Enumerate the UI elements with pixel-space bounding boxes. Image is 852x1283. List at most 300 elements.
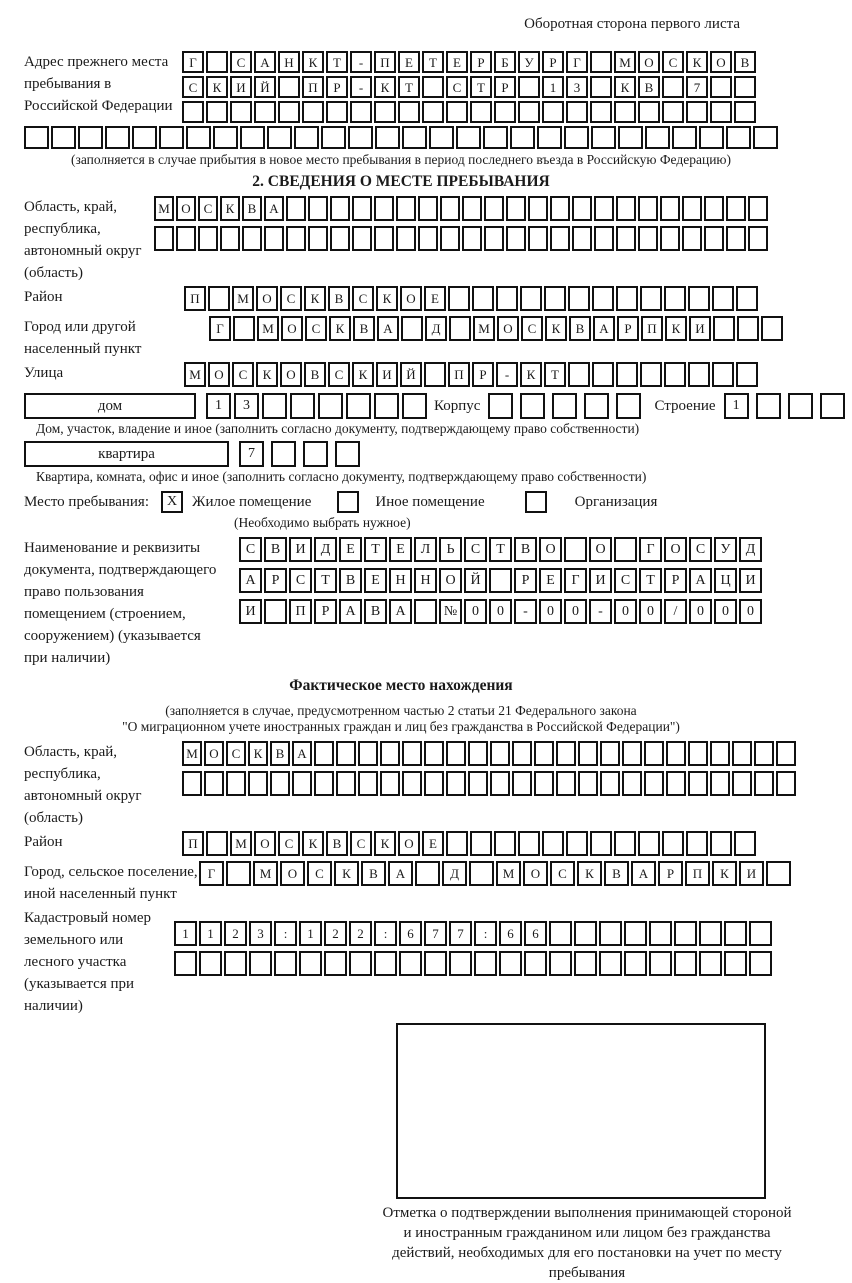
char-cell[interactable]: И xyxy=(739,861,764,886)
char-cell[interactable] xyxy=(249,951,272,976)
char-cell[interactable]: М xyxy=(257,316,279,341)
char-cell[interactable]: С xyxy=(305,316,327,341)
char-cell[interactable] xyxy=(599,921,622,946)
char-cell[interactable] xyxy=(748,226,768,251)
char-cell[interactable]: А xyxy=(292,741,312,766)
char-cell[interactable] xyxy=(600,741,620,766)
char-cell[interactable] xyxy=(664,362,686,387)
char-cell[interactable]: Т xyxy=(639,568,662,593)
char-cell[interactable] xyxy=(590,76,612,98)
char-cell[interactable]: О xyxy=(664,537,687,562)
char-cell[interactable]: С xyxy=(614,568,637,593)
char-cell[interactable] xyxy=(688,286,710,311)
char-cell[interactable] xyxy=(206,831,228,856)
char-cell[interactable] xyxy=(549,921,572,946)
char-cell[interactable] xyxy=(308,196,328,221)
char-cell[interactable]: 3 xyxy=(234,393,259,419)
char-cell[interactable]: Т xyxy=(422,51,444,73)
char-cell[interactable]: Н xyxy=(389,568,412,593)
char-cell[interactable]: Е xyxy=(539,568,562,593)
char-cell[interactable]: А xyxy=(254,51,276,73)
char-cell[interactable]: 0 xyxy=(489,599,512,624)
char-cell[interactable] xyxy=(591,126,616,149)
char-cell[interactable] xyxy=(726,126,751,149)
char-cell[interactable]: 0 xyxy=(639,599,662,624)
char-cell[interactable] xyxy=(528,226,548,251)
char-cell[interactable]: К xyxy=(352,362,374,387)
char-cell[interactable] xyxy=(490,771,510,796)
char-cell[interactable] xyxy=(349,951,372,976)
char-cell[interactable]: : xyxy=(374,921,397,946)
char-cell[interactable] xyxy=(710,831,732,856)
char-cell[interactable] xyxy=(710,741,730,766)
char-cell[interactable]: К xyxy=(334,861,359,886)
char-cell[interactable] xyxy=(713,316,735,341)
char-cell[interactable] xyxy=(616,286,638,311)
char-cell[interactable]: О xyxy=(398,831,420,856)
char-cell[interactable] xyxy=(542,101,564,123)
char-cell[interactable] xyxy=(578,771,598,796)
char-cell[interactable] xyxy=(520,393,545,419)
char-cell[interactable]: 1 xyxy=(542,76,564,98)
char-cell[interactable] xyxy=(682,196,702,221)
char-cell[interactable] xyxy=(336,741,356,766)
char-cell[interactable]: Д xyxy=(739,537,762,562)
char-cell[interactable]: 6 xyxy=(499,921,522,946)
char-cell[interactable]: О xyxy=(280,861,305,886)
char-cell[interactable]: П xyxy=(448,362,470,387)
char-cell[interactable] xyxy=(699,951,722,976)
char-cell[interactable]: Р xyxy=(470,51,492,73)
char-cell[interactable] xyxy=(330,226,350,251)
char-cell[interactable]: М xyxy=(184,362,206,387)
char-cell[interactable]: 0 xyxy=(539,599,562,624)
char-cell[interactable]: И xyxy=(589,568,612,593)
char-cell[interactable] xyxy=(230,101,252,123)
char-cell[interactable] xyxy=(396,196,416,221)
char-cell[interactable] xyxy=(462,226,482,251)
char-cell[interactable] xyxy=(402,741,422,766)
char-cell[interactable] xyxy=(224,951,247,976)
char-cell[interactable]: В xyxy=(242,196,262,221)
char-cell[interactable]: О xyxy=(204,741,224,766)
char-cell[interactable] xyxy=(660,196,680,221)
char-cell[interactable]: Р xyxy=(264,568,287,593)
char-cell[interactable]: С xyxy=(278,831,300,856)
char-cell[interactable]: Р xyxy=(472,362,494,387)
char-cell[interactable] xyxy=(499,951,522,976)
char-cell[interactable]: О xyxy=(589,537,612,562)
char-cell[interactable]: 3 xyxy=(566,76,588,98)
char-cell[interactable]: С xyxy=(230,51,252,73)
char-cell[interactable]: О xyxy=(256,286,278,311)
char-cell[interactable]: Н xyxy=(278,51,300,73)
dwelling-checkbox[interactable]: X xyxy=(161,491,183,513)
char-cell[interactable] xyxy=(710,101,732,123)
char-cell[interactable] xyxy=(748,196,768,221)
char-cell[interactable]: С xyxy=(289,568,312,593)
char-cell[interactable]: О xyxy=(539,537,562,562)
char-cell[interactable]: С xyxy=(521,316,543,341)
char-cell[interactable] xyxy=(290,393,315,419)
char-cell[interactable] xyxy=(578,741,598,766)
char-cell[interactable] xyxy=(440,196,460,221)
char-cell[interactable]: К xyxy=(374,831,396,856)
char-cell[interactable] xyxy=(686,831,708,856)
char-cell[interactable] xyxy=(754,741,774,766)
char-cell[interactable] xyxy=(616,393,641,419)
char-cell[interactable] xyxy=(624,951,647,976)
char-cell[interactable]: И xyxy=(376,362,398,387)
char-cell[interactable] xyxy=(726,196,746,221)
char-cell[interactable]: К xyxy=(302,831,324,856)
char-cell[interactable] xyxy=(264,599,287,624)
char-cell[interactable] xyxy=(321,126,346,149)
char-cell[interactable]: П xyxy=(289,599,312,624)
char-cell[interactable]: К xyxy=(374,76,396,98)
char-cell[interactable] xyxy=(176,226,196,251)
char-cell[interactable]: К xyxy=(329,316,351,341)
char-cell[interactable] xyxy=(638,226,658,251)
char-cell[interactable] xyxy=(346,393,371,419)
char-cell[interactable]: К xyxy=(614,76,636,98)
char-cell[interactable]: В xyxy=(270,741,290,766)
char-cell[interactable]: Т xyxy=(470,76,492,98)
char-cell[interactable]: : xyxy=(274,921,297,946)
char-cell[interactable]: К xyxy=(577,861,602,886)
char-cell[interactable]: А xyxy=(631,861,656,886)
house-box[interactable]: дом xyxy=(24,393,196,419)
char-cell[interactable] xyxy=(572,226,592,251)
char-cell[interactable] xyxy=(518,831,540,856)
char-cell[interactable]: В xyxy=(328,286,350,311)
char-cell[interactable] xyxy=(415,861,440,886)
char-cell[interactable] xyxy=(534,741,554,766)
char-cell[interactable] xyxy=(446,831,468,856)
char-cell[interactable] xyxy=(674,921,697,946)
char-cell[interactable]: К xyxy=(304,286,326,311)
char-cell[interactable] xyxy=(186,126,211,149)
char-cell[interactable] xyxy=(424,741,444,766)
char-cell[interactable] xyxy=(424,771,444,796)
char-cell[interactable] xyxy=(524,951,547,976)
char-cell[interactable]: И xyxy=(739,568,762,593)
char-cell[interactable]: А xyxy=(339,599,362,624)
char-cell[interactable] xyxy=(584,393,609,419)
char-cell[interactable] xyxy=(350,101,372,123)
char-cell[interactable] xyxy=(240,126,265,149)
char-cell[interactable] xyxy=(572,196,592,221)
char-cell[interactable] xyxy=(736,286,758,311)
char-cell[interactable]: Р xyxy=(514,568,537,593)
char-cell[interactable] xyxy=(568,286,590,311)
char-cell[interactable] xyxy=(616,226,636,251)
char-cell[interactable] xyxy=(242,226,262,251)
char-cell[interactable]: Б xyxy=(494,51,516,73)
char-cell[interactable]: К xyxy=(220,196,240,221)
char-cell[interactable]: 0 xyxy=(739,599,762,624)
char-cell[interactable] xyxy=(51,126,76,149)
char-cell[interactable]: П xyxy=(374,51,396,73)
char-cell[interactable]: 0 xyxy=(614,599,637,624)
char-cell[interactable] xyxy=(489,568,512,593)
char-cell[interactable]: М xyxy=(614,51,636,73)
char-cell[interactable] xyxy=(737,316,759,341)
char-cell[interactable] xyxy=(398,101,420,123)
char-cell[interactable] xyxy=(549,951,572,976)
char-cell[interactable] xyxy=(574,951,597,976)
char-cell[interactable] xyxy=(446,101,468,123)
char-cell[interactable] xyxy=(672,126,697,149)
char-cell[interactable]: 0 xyxy=(464,599,487,624)
char-cell[interactable]: О xyxy=(176,196,196,221)
char-cell[interactable]: Е xyxy=(364,568,387,593)
char-cell[interactable]: М xyxy=(232,286,254,311)
char-cell[interactable] xyxy=(429,126,454,149)
char-cell[interactable] xyxy=(456,126,481,149)
char-cell[interactable] xyxy=(396,226,416,251)
char-cell[interactable]: С xyxy=(239,537,262,562)
char-cell[interactable] xyxy=(704,196,724,221)
char-cell[interactable]: С xyxy=(232,362,254,387)
char-cell[interactable]: С xyxy=(550,861,575,886)
char-cell[interactable]: Р xyxy=(617,316,639,341)
char-cell[interactable] xyxy=(206,101,228,123)
char-cell[interactable]: Т xyxy=(544,362,566,387)
char-cell[interactable] xyxy=(448,286,470,311)
char-cell[interactable]: 0 xyxy=(564,599,587,624)
char-cell[interactable]: Г xyxy=(564,568,587,593)
char-cell[interactable]: Р xyxy=(658,861,683,886)
char-cell[interactable] xyxy=(544,286,566,311)
char-cell[interactable]: - xyxy=(514,599,537,624)
char-cell[interactable]: 1 xyxy=(199,921,222,946)
char-cell[interactable] xyxy=(294,126,319,149)
char-cell[interactable] xyxy=(638,196,658,221)
char-cell[interactable] xyxy=(270,771,290,796)
char-cell[interactable] xyxy=(374,226,394,251)
char-cell[interactable]: С xyxy=(198,196,218,221)
char-cell[interactable]: Т xyxy=(398,76,420,98)
char-cell[interactable] xyxy=(490,741,510,766)
char-cell[interactable] xyxy=(518,76,540,98)
char-cell[interactable]: Е xyxy=(398,51,420,73)
char-cell[interactable] xyxy=(182,771,202,796)
char-cell[interactable] xyxy=(556,771,576,796)
char-cell[interactable] xyxy=(734,101,756,123)
char-cell[interactable] xyxy=(446,771,466,796)
char-cell[interactable] xyxy=(358,741,378,766)
char-cell[interactable]: Е xyxy=(422,831,444,856)
char-cell[interactable] xyxy=(330,196,350,221)
char-cell[interactable]: В xyxy=(514,537,537,562)
char-cell[interactable] xyxy=(736,362,758,387)
char-cell[interactable]: М xyxy=(182,741,202,766)
char-cell[interactable]: В xyxy=(638,76,660,98)
char-cell[interactable] xyxy=(324,951,347,976)
char-cell[interactable]: 3 xyxy=(249,921,272,946)
char-cell[interactable] xyxy=(622,741,642,766)
char-cell[interactable] xyxy=(624,921,647,946)
char-cell[interactable] xyxy=(537,126,562,149)
char-cell[interactable]: Г xyxy=(199,861,224,886)
char-cell[interactable] xyxy=(616,196,636,221)
char-cell[interactable] xyxy=(662,76,684,98)
char-cell[interactable] xyxy=(414,599,437,624)
char-cell[interactable]: С xyxy=(662,51,684,73)
char-cell[interactable] xyxy=(402,126,427,149)
char-cell[interactable]: 1 xyxy=(174,921,197,946)
char-cell[interactable] xyxy=(766,861,791,886)
char-cell[interactable] xyxy=(616,362,638,387)
char-cell[interactable] xyxy=(649,951,672,976)
char-cell[interactable] xyxy=(520,286,542,311)
char-cell[interactable] xyxy=(734,76,756,98)
char-cell[interactable] xyxy=(590,101,612,123)
char-cell[interactable] xyxy=(710,76,732,98)
char-cell[interactable] xyxy=(374,196,394,221)
char-cell[interactable] xyxy=(440,226,460,251)
char-cell[interactable] xyxy=(594,226,614,251)
char-cell[interactable] xyxy=(336,771,356,796)
char-cell[interactable]: Д xyxy=(314,537,337,562)
char-cell[interactable]: С xyxy=(280,286,302,311)
char-cell[interactable] xyxy=(352,226,372,251)
char-cell[interactable] xyxy=(474,951,497,976)
char-cell[interactable] xyxy=(704,226,724,251)
char-cell[interactable]: О xyxy=(439,568,462,593)
char-cell[interactable]: П xyxy=(182,831,204,856)
char-cell[interactable] xyxy=(132,126,157,149)
char-cell[interactable] xyxy=(358,771,378,796)
char-cell[interactable] xyxy=(550,196,570,221)
char-cell[interactable]: Е xyxy=(389,537,412,562)
char-cell[interactable]: Р xyxy=(664,568,687,593)
char-cell[interactable]: 0 xyxy=(689,599,712,624)
char-cell[interactable] xyxy=(644,771,664,796)
char-cell[interactable]: Ц xyxy=(714,568,737,593)
char-cell[interactable] xyxy=(552,393,577,419)
char-cell[interactable] xyxy=(649,921,672,946)
char-cell[interactable]: Р xyxy=(314,599,337,624)
char-cell[interactable]: 2 xyxy=(224,921,247,946)
char-cell[interactable] xyxy=(510,126,535,149)
char-cell[interactable]: М xyxy=(230,831,252,856)
char-cell[interactable]: 6 xyxy=(524,921,547,946)
char-cell[interactable]: Е xyxy=(446,51,468,73)
char-cell[interactable]: К xyxy=(256,362,278,387)
char-cell[interactable] xyxy=(566,831,588,856)
char-cell[interactable]: К xyxy=(686,51,708,73)
char-cell[interactable] xyxy=(528,196,548,221)
char-cell[interactable]: С xyxy=(328,362,350,387)
char-cell[interactable] xyxy=(688,362,710,387)
char-cell[interactable] xyxy=(484,226,504,251)
char-cell[interactable] xyxy=(614,537,637,562)
char-cell[interactable] xyxy=(494,831,516,856)
char-cell[interactable]: В xyxy=(569,316,591,341)
char-cell[interactable] xyxy=(302,101,324,123)
apartment-box[interactable]: квартира xyxy=(24,441,229,467)
char-cell[interactable] xyxy=(374,101,396,123)
char-cell[interactable] xyxy=(352,196,372,221)
char-cell[interactable]: О xyxy=(280,362,302,387)
char-cell[interactable] xyxy=(534,771,554,796)
char-cell[interactable]: - xyxy=(589,599,612,624)
char-cell[interactable] xyxy=(594,196,614,221)
char-cell[interactable] xyxy=(614,101,636,123)
char-cell[interactable] xyxy=(732,771,752,796)
char-cell[interactable]: В xyxy=(734,51,756,73)
char-cell[interactable]: Г xyxy=(182,51,204,73)
char-cell[interactable]: 7 xyxy=(686,76,708,98)
char-cell[interactable] xyxy=(664,286,686,311)
char-cell[interactable] xyxy=(756,393,781,419)
char-cell[interactable]: Л xyxy=(414,537,437,562)
char-cell[interactable] xyxy=(710,771,730,796)
char-cell[interactable]: С xyxy=(446,76,468,98)
char-cell[interactable] xyxy=(204,771,224,796)
char-cell[interactable] xyxy=(424,951,447,976)
char-cell[interactable] xyxy=(278,101,300,123)
char-cell[interactable]: В xyxy=(326,831,348,856)
char-cell[interactable] xyxy=(638,831,660,856)
char-cell[interactable]: Е xyxy=(339,537,362,562)
char-cell[interactable]: Т xyxy=(364,537,387,562)
char-cell[interactable]: Р xyxy=(494,76,516,98)
char-cell[interactable]: У xyxy=(518,51,540,73)
char-cell[interactable] xyxy=(335,441,360,467)
char-cell[interactable] xyxy=(749,951,772,976)
char-cell[interactable] xyxy=(512,741,532,766)
char-cell[interactable] xyxy=(484,196,504,221)
char-cell[interactable]: К xyxy=(376,286,398,311)
char-cell[interactable]: 1 xyxy=(206,393,231,419)
char-cell[interactable]: 7 xyxy=(449,921,472,946)
char-cell[interactable] xyxy=(761,316,783,341)
char-cell[interactable] xyxy=(198,226,218,251)
char-cell[interactable]: Н xyxy=(414,568,437,593)
char-cell[interactable]: В xyxy=(339,568,362,593)
char-cell[interactable] xyxy=(174,951,197,976)
char-cell[interactable]: № xyxy=(439,599,462,624)
organization-checkbox[interactable] xyxy=(525,491,547,513)
char-cell[interactable] xyxy=(375,126,400,149)
char-cell[interactable] xyxy=(699,921,722,946)
char-cell[interactable] xyxy=(472,286,494,311)
char-cell[interactable] xyxy=(422,76,444,98)
char-cell[interactable] xyxy=(788,393,813,419)
char-cell[interactable] xyxy=(380,771,400,796)
char-cell[interactable] xyxy=(645,126,670,149)
char-cell[interactable] xyxy=(286,196,306,221)
char-cell[interactable] xyxy=(469,861,494,886)
char-cell[interactable]: А xyxy=(388,861,413,886)
char-cell[interactable]: / xyxy=(664,599,687,624)
char-cell[interactable] xyxy=(566,101,588,123)
char-cell[interactable] xyxy=(614,831,636,856)
char-cell[interactable]: К xyxy=(520,362,542,387)
char-cell[interactable]: Т xyxy=(489,537,512,562)
char-cell[interactable] xyxy=(724,951,747,976)
other-premises-checkbox[interactable] xyxy=(337,491,359,513)
char-cell[interactable] xyxy=(494,101,516,123)
char-cell[interactable]: И xyxy=(239,599,262,624)
char-cell[interactable] xyxy=(753,126,778,149)
char-cell[interactable]: - xyxy=(350,51,372,73)
char-cell[interactable]: П xyxy=(302,76,324,98)
char-cell[interactable] xyxy=(226,861,251,886)
